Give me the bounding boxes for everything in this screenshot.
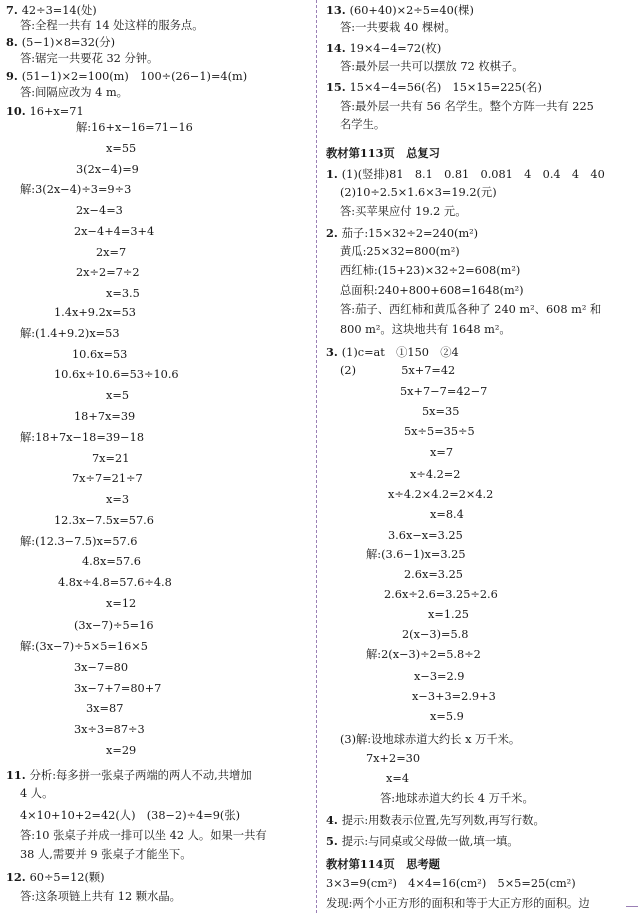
right-line bbox=[380, 792, 534, 806]
left-line bbox=[54, 368, 179, 382]
line-text: (3)解:设地球赤道大约长 x 万千米。 bbox=[340, 733, 521, 746]
right-line bbox=[326, 167, 605, 182]
left-line bbox=[54, 306, 136, 320]
line-text: 解:(1.4+9.2)x=53 bbox=[20, 327, 120, 340]
line-text: 1.4x+9.2x=53 bbox=[54, 306, 136, 319]
line-text: 发现:两个小正方形的面积和等于大正方形的面积。边 bbox=[326, 897, 590, 910]
left-line bbox=[74, 723, 145, 737]
left-line bbox=[76, 266, 140, 280]
line-text: 解:18+7x−18=39−18 bbox=[20, 431, 145, 444]
right-line bbox=[326, 80, 542, 95]
item-number: 13. bbox=[326, 3, 350, 17]
line-text: 15×4−4=56(名) 15×15=225(名) bbox=[349, 81, 542, 94]
left-line bbox=[74, 225, 154, 239]
right-line bbox=[340, 323, 511, 337]
left-line bbox=[82, 555, 141, 569]
right-line bbox=[422, 405, 459, 419]
line-text: 2x−4=3 bbox=[76, 204, 123, 217]
right-line bbox=[340, 264, 520, 278]
left-line bbox=[6, 768, 252, 783]
item-number: 7. bbox=[6, 3, 22, 17]
right-line bbox=[326, 834, 519, 849]
line-text: x÷4.2×4.2=2×4.2 bbox=[388, 488, 494, 501]
right-line bbox=[412, 690, 496, 704]
line-text: 提示:用数表示位置,先写列数,再写行数。 bbox=[341, 814, 545, 827]
left-line bbox=[106, 744, 136, 758]
line-text: 解:(3x−7)÷5×5=16×5 bbox=[20, 640, 148, 653]
right-line bbox=[326, 3, 474, 18]
left-line bbox=[20, 640, 148, 654]
left-line bbox=[96, 246, 126, 260]
line-text: 3(2x−4)=9 bbox=[76, 163, 139, 176]
right-line bbox=[404, 568, 463, 582]
line-text: 3.6x−x=3.25 bbox=[388, 529, 463, 542]
line-text: 答:茄子、西红柿和黄瓜各种了 240 m²、608 m² 和 bbox=[340, 303, 602, 316]
line-text: 黄瓜:25×32=800(m²) bbox=[340, 245, 460, 258]
left-line bbox=[6, 3, 97, 18]
line-text: 2x−4+4=3+4 bbox=[74, 225, 155, 238]
left-line bbox=[20, 431, 144, 445]
line-text: x=29 bbox=[106, 744, 137, 757]
line-text: x=5 bbox=[106, 389, 130, 402]
left-line bbox=[86, 702, 123, 716]
left-line bbox=[74, 410, 135, 424]
right-line bbox=[326, 345, 459, 360]
line-text: 42÷3=14(处) bbox=[21, 4, 97, 17]
line-text: 答:最外层一共可以摆放 72 枚棋子。 bbox=[340, 60, 524, 73]
left-line bbox=[92, 452, 129, 466]
line-text: 4.8x÷4.8=57.6÷4.8 bbox=[58, 576, 172, 589]
line-text: x=7 bbox=[430, 446, 454, 459]
left-line bbox=[76, 163, 139, 177]
line-text: x−3+3=2.9+3 bbox=[412, 690, 496, 703]
line-text: 800 m²。这块地共有 1648 m²。 bbox=[340, 323, 511, 336]
line-text: (2) 5x+7=42 bbox=[340, 364, 456, 377]
right-line bbox=[340, 364, 455, 378]
left-line bbox=[20, 829, 267, 843]
left-line bbox=[54, 514, 154, 528]
line-text: 4 人。 bbox=[20, 787, 54, 800]
line-text: 4.8x=57.6 bbox=[82, 555, 141, 568]
item-number: 10. bbox=[6, 104, 30, 118]
right-line bbox=[326, 857, 440, 872]
line-text: 解:16+x−16=71−16 bbox=[76, 121, 193, 134]
right-line bbox=[340, 284, 524, 298]
right-line bbox=[326, 146, 440, 161]
line-text: 3x−7+7=80+7 bbox=[74, 682, 162, 695]
line-text: (1)(竖排)81 8.1 0.81 0.081 4 0.4 4 40 bbox=[341, 168, 605, 181]
item-number: 4. bbox=[326, 813, 342, 827]
left-line bbox=[20, 535, 138, 549]
line-text: 3x÷3=87÷3 bbox=[74, 723, 145, 736]
left-line bbox=[20, 52, 158, 66]
right-line bbox=[366, 752, 420, 766]
line-text: (2)10÷2.5×1.6×3=19.2(元) bbox=[340, 186, 497, 199]
right-line bbox=[386, 772, 409, 786]
line-text: 答:最外层一共有 56 名学生。整个方阵一共有 225 bbox=[340, 100, 594, 113]
line-text: (60+40)×2÷5=40(棵) bbox=[349, 4, 474, 17]
line-text: 名学生。 bbox=[340, 118, 386, 131]
left-line bbox=[76, 204, 123, 218]
item-number: 8. bbox=[6, 35, 22, 49]
right-line bbox=[400, 385, 487, 399]
item-number: 14. bbox=[326, 41, 350, 55]
left-line bbox=[106, 142, 136, 156]
right-line bbox=[366, 548, 466, 562]
left-line bbox=[20, 787, 53, 801]
right-line bbox=[326, 877, 576, 891]
line-text: 答:全程一共有 14 处这样的服务点。 bbox=[20, 19, 204, 32]
line-text: 3×3=9(cm²) 4×4=16(cm²) 5×5=25(cm²) bbox=[326, 877, 576, 890]
right-line bbox=[384, 588, 498, 602]
line-text: 10.6x=53 bbox=[72, 348, 128, 361]
line-text: 解:3(2x−4)÷3=9÷3 bbox=[20, 183, 132, 196]
left-line bbox=[106, 493, 129, 507]
line-text: x=5.9 bbox=[430, 710, 464, 723]
line-text: 7x+2=30 bbox=[366, 752, 421, 765]
right-line bbox=[326, 897, 590, 911]
line-text: (1)c=at ①150 ②4 bbox=[341, 346, 459, 359]
line-text: 5x=35 bbox=[422, 405, 460, 418]
right-line bbox=[340, 733, 520, 747]
line-text: 分析:每多拼一张桌子两端的两人不动,共增加 bbox=[29, 769, 252, 782]
line-text: 12.3x−7.5x=57.6 bbox=[54, 514, 154, 527]
line-text: 60÷5=12(颗) bbox=[29, 871, 105, 884]
line-text: 答:10 张桌子并成一排可以坐 42 人。如果一共有 bbox=[20, 829, 267, 842]
line-text: 2.6x=3.25 bbox=[404, 568, 463, 581]
line-text: 2x=7 bbox=[96, 246, 127, 259]
left-line bbox=[20, 19, 204, 33]
line-text: 答:这条项链上共有 12 颗水晶。 bbox=[20, 890, 181, 903]
line-text: 提示:与同桌或父母做一做,填一填。 bbox=[341, 835, 519, 848]
item-number: 12. bbox=[6, 870, 30, 884]
right-line bbox=[340, 205, 467, 219]
right-line bbox=[340, 60, 524, 74]
line-text: x−3=2.9 bbox=[414, 670, 465, 683]
left-line bbox=[72, 348, 127, 362]
left-line bbox=[72, 472, 143, 486]
right-line bbox=[428, 608, 469, 622]
left-line bbox=[106, 287, 140, 301]
line-text: 解:2(x−3)÷2=5.8÷2 bbox=[366, 648, 481, 661]
item-number: 5. bbox=[326, 834, 342, 848]
right-line bbox=[340, 303, 601, 317]
line-text: 教材第113页 总复习 bbox=[326, 146, 440, 160]
left-line bbox=[20, 86, 128, 100]
right-line bbox=[402, 628, 468, 642]
right-line bbox=[414, 670, 464, 684]
line-text: x=8.4 bbox=[430, 508, 464, 521]
right-line bbox=[340, 21, 456, 35]
line-text: 10.6x÷10.6=53÷10.6 bbox=[54, 368, 179, 381]
left-line bbox=[20, 183, 131, 197]
line-text: 2x÷2=7÷2 bbox=[76, 266, 140, 279]
item-number: 3. bbox=[326, 345, 342, 359]
line-text: 2.6x÷2.6=3.25÷2.6 bbox=[384, 588, 498, 601]
right-line bbox=[430, 710, 464, 724]
right-line bbox=[326, 226, 478, 241]
right-line bbox=[388, 488, 493, 502]
line-text: 4×10+10+2=42(人) (38−2)÷4=9(张) bbox=[20, 809, 241, 822]
left-line bbox=[106, 597, 136, 611]
right-line bbox=[340, 118, 385, 132]
left-line bbox=[6, 870, 105, 885]
line-text: 7x=21 bbox=[92, 452, 130, 465]
line-text: 茄子:15×32÷2=240(m²) bbox=[341, 227, 479, 240]
left-line bbox=[76, 121, 193, 135]
corner-mark bbox=[626, 906, 638, 911]
line-text: 16+x=71 bbox=[29, 105, 84, 118]
left-line bbox=[6, 35, 115, 50]
left-line bbox=[6, 69, 247, 84]
line-text: 答:一共要栽 40 棵树。 bbox=[340, 21, 456, 34]
left-line bbox=[74, 661, 128, 675]
line-text: x=12 bbox=[106, 597, 137, 610]
line-text: 38 人,需要并 9 张桌子才能坐下。 bbox=[20, 848, 192, 861]
line-text: 3x=87 bbox=[86, 702, 124, 715]
line-text: 教材第114页 思考题 bbox=[326, 857, 440, 871]
line-text: 18+7x=39 bbox=[74, 410, 136, 423]
item-number: 2. bbox=[326, 226, 342, 240]
line-text: x=3.5 bbox=[106, 287, 140, 300]
line-text: x=1.25 bbox=[428, 608, 469, 621]
line-text: 7x÷7=21÷7 bbox=[72, 472, 143, 485]
item-number: 1. bbox=[326, 167, 342, 181]
line-text: (3x−7)÷5=16 bbox=[74, 619, 154, 632]
left-line bbox=[74, 682, 161, 696]
right-line bbox=[430, 446, 453, 460]
line-text: 答:地球赤道大约长 4 万千米。 bbox=[380, 792, 534, 805]
right-line bbox=[366, 648, 481, 662]
item-number: 11. bbox=[6, 768, 30, 782]
line-text: 解:(3.6−1)x=3.25 bbox=[366, 548, 466, 561]
line-text: x=55 bbox=[106, 142, 137, 155]
line-text: 答:间隔应改为 4 m。 bbox=[20, 86, 128, 99]
line-text: 19×4−4=72(枚) bbox=[349, 42, 442, 55]
line-text: 答:锯完一共要花 32 分钟。 bbox=[20, 52, 159, 65]
left-line bbox=[58, 576, 172, 590]
line-text: 2(x−3)=5.8 bbox=[402, 628, 469, 641]
right-line bbox=[326, 813, 545, 828]
right-line bbox=[410, 468, 460, 482]
line-text: 5x+7−7=42−7 bbox=[400, 385, 488, 398]
line-text: 总面积:240+800+608=1648(m²) bbox=[340, 284, 524, 297]
line-text: (51−1)×2=100(m) 100÷(26−1)=4(m) bbox=[21, 70, 248, 83]
column-divider bbox=[316, 0, 317, 913]
right-line bbox=[340, 245, 460, 259]
line-text: x÷4.2=2 bbox=[410, 468, 461, 481]
left-line bbox=[20, 327, 120, 341]
line-text: (5−1)×8=32(分) bbox=[21, 36, 115, 49]
item-number: 15. bbox=[326, 80, 350, 94]
right-line bbox=[430, 508, 464, 522]
line-text: 西红柿:(15+23)×32÷2=608(m²) bbox=[340, 264, 521, 277]
left-line bbox=[74, 619, 154, 633]
line-text: x=4 bbox=[386, 772, 410, 785]
right-line bbox=[326, 41, 441, 56]
left-line bbox=[20, 809, 240, 823]
right-line bbox=[340, 186, 497, 200]
line-text: 3x−7=80 bbox=[74, 661, 129, 674]
line-text: 解:(12.3−7.5)x=57.6 bbox=[20, 535, 138, 548]
left-line bbox=[6, 104, 84, 119]
left-line bbox=[20, 848, 192, 862]
right-line bbox=[404, 425, 475, 439]
line-text: 答:买苹果应付 19.2 元。 bbox=[340, 205, 467, 218]
left-line bbox=[20, 890, 181, 904]
line-text: 5x÷5=35÷5 bbox=[404, 425, 475, 438]
right-line bbox=[340, 100, 594, 114]
line-text: x=3 bbox=[106, 493, 130, 506]
item-number: 9. bbox=[6, 69, 22, 83]
right-line bbox=[388, 529, 463, 543]
left-line bbox=[106, 389, 129, 403]
